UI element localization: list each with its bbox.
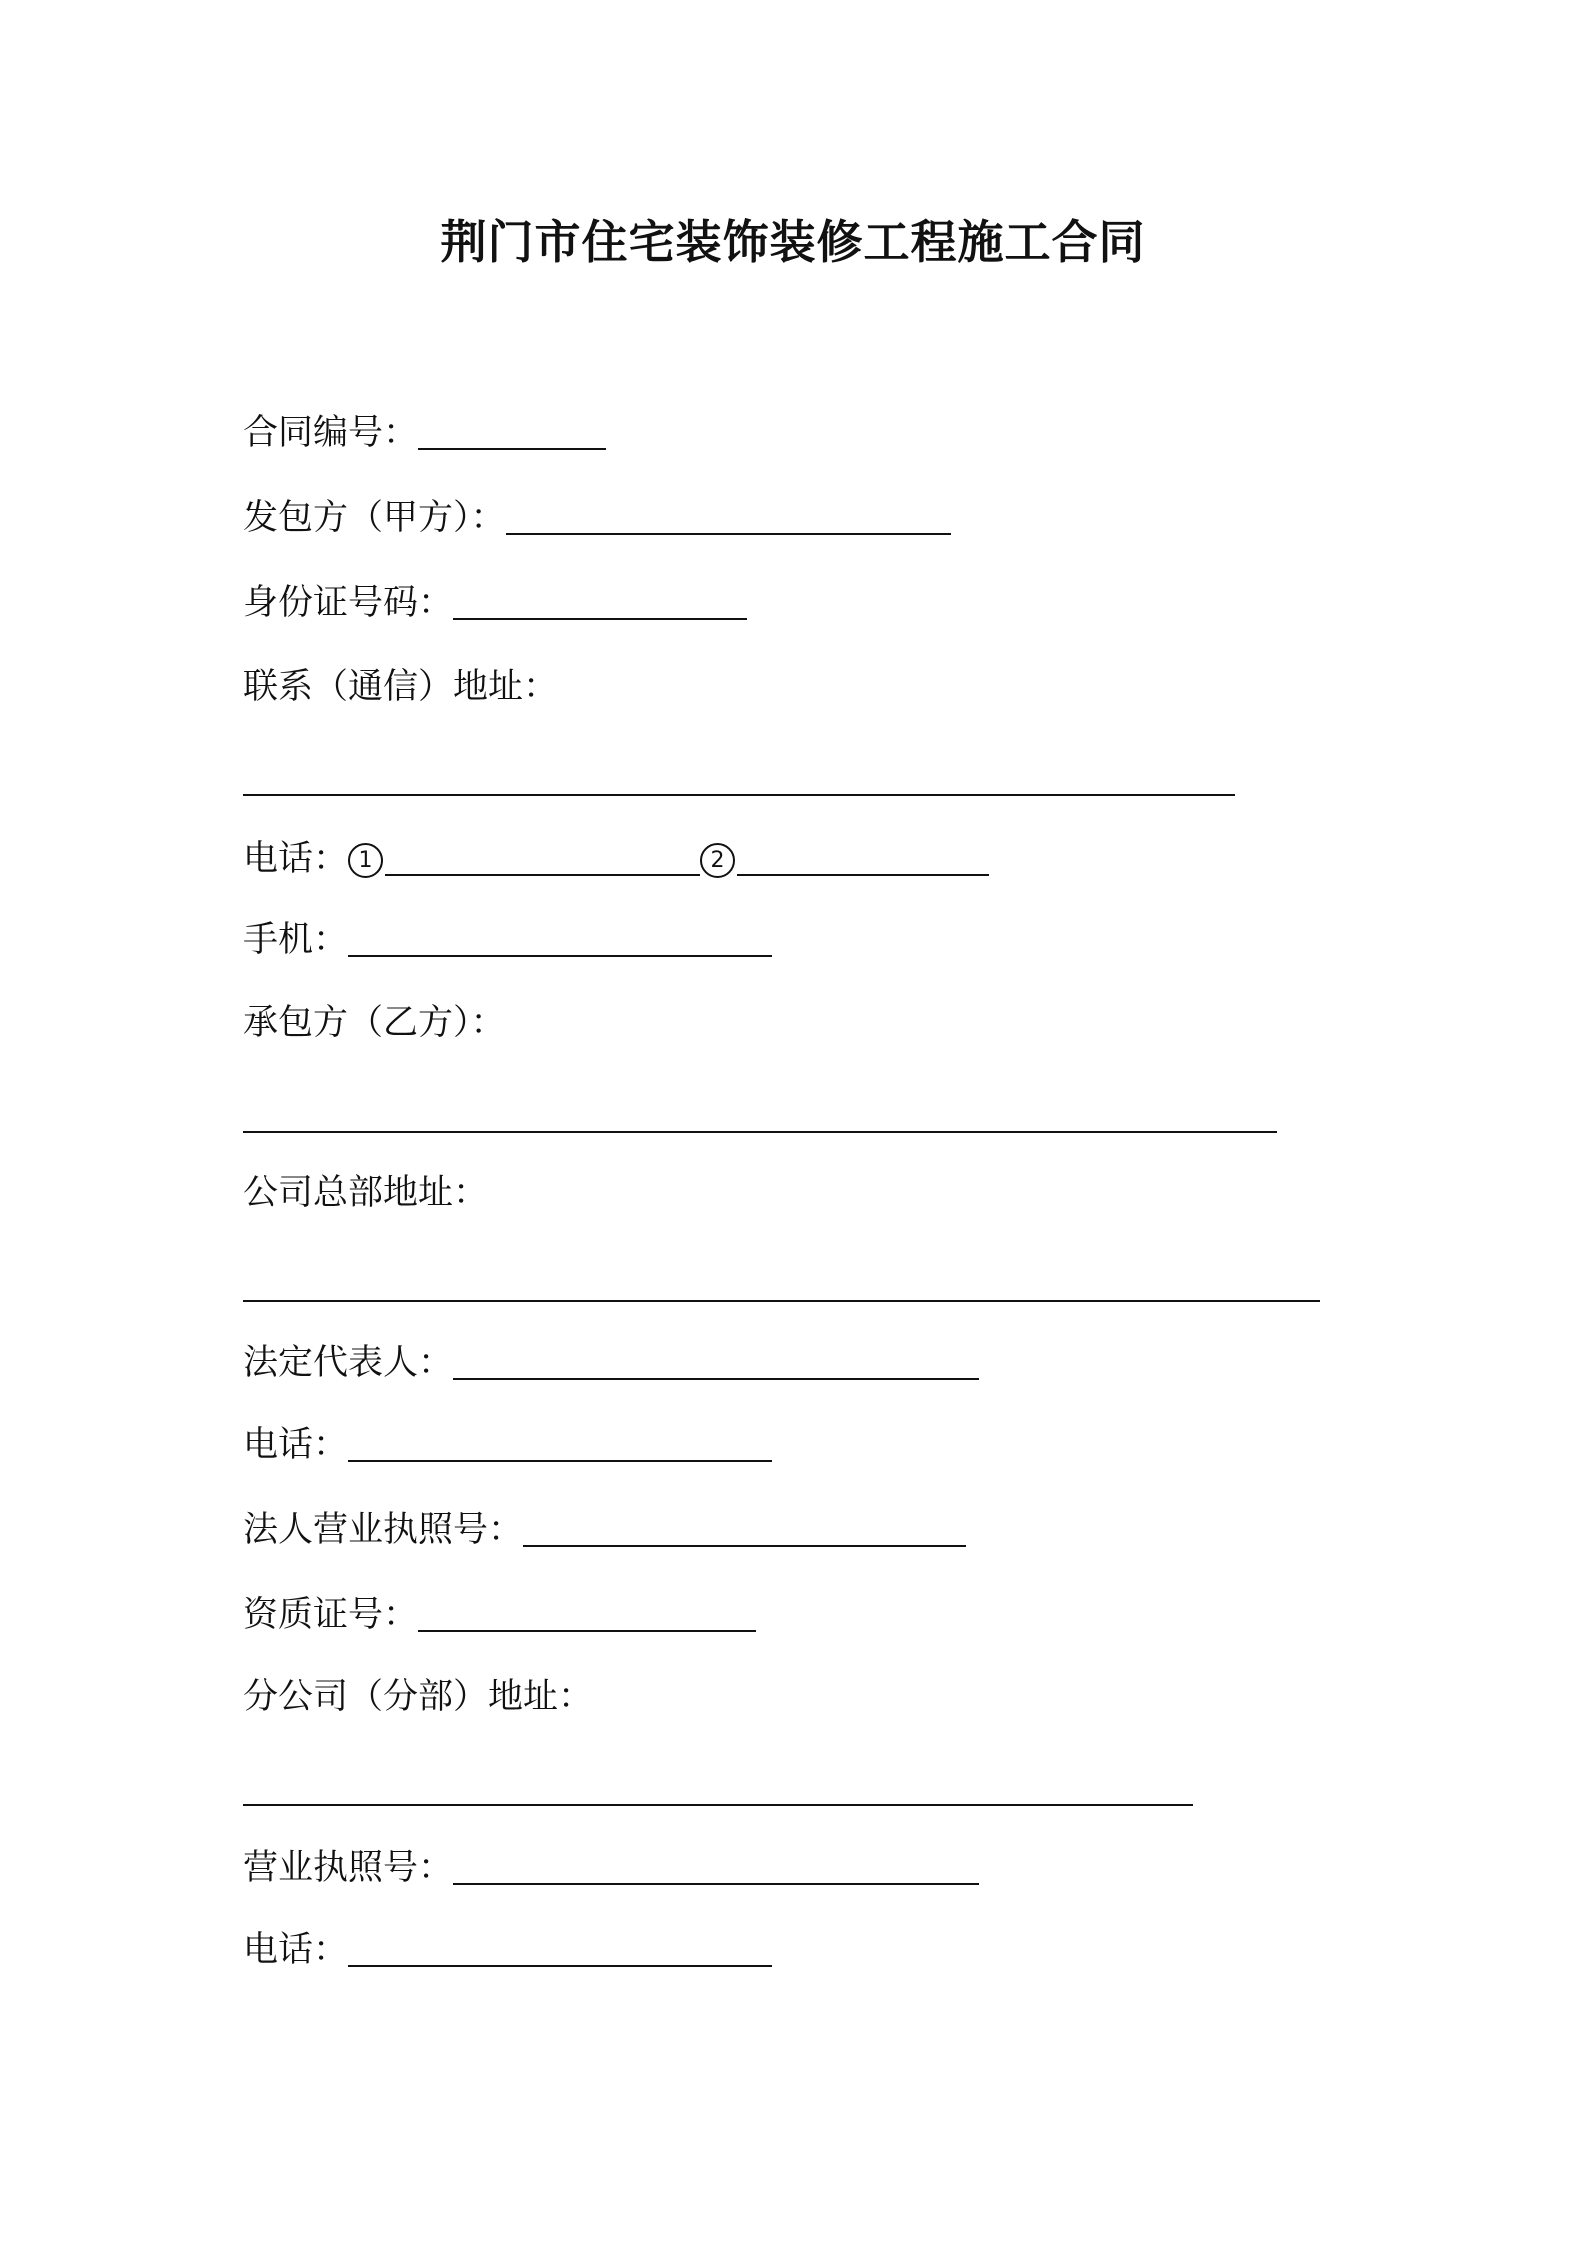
phone-b-row [243, 1420, 772, 1470]
qualification-label: 资质证号： [243, 1595, 419, 1635]
branch-license-row [243, 1843, 979, 1893]
mobile-row [243, 915, 772, 965]
circled-two-icon: 2 [700, 843, 735, 878]
mobile-blank[interactable] [348, 951, 772, 957]
qualification-blank[interactable] [418, 1626, 756, 1632]
phone-a-blank-2[interactable] [737, 870, 989, 876]
qualification-row [243, 1590, 756, 1640]
party-a-label: 发包方（甲方）： [243, 498, 506, 538]
document-title: 荆门市住宅装饰装修工程施工合同 [440, 215, 1146, 269]
branch-license-label: 营业执照号： [243, 1848, 454, 1888]
phone-branch-label: 电话： [243, 1930, 349, 1970]
license-label: 法人营业执照号： [243, 1510, 524, 1550]
hq-address-label: 公司总部地址： [243, 1173, 489, 1213]
id-number-label: 身份证号码： [243, 583, 454, 623]
contract-number-row [243, 408, 606, 458]
legal-rep-row [243, 1338, 979, 1388]
phone-b-blank[interactable] [348, 1456, 772, 1462]
branch-address-label: 分公司（分部）地址： [243, 1677, 594, 1717]
legal-rep-blank[interactable] [453, 1374, 979, 1380]
branch-license-blank[interactable] [453, 1879, 979, 1885]
circled-one-icon: 1 [348, 843, 383, 878]
contact-address-label: 联系（通信）地址： [243, 667, 559, 707]
party-b-row [243, 998, 506, 1048]
branch-address-blank[interactable] [243, 1804, 1193, 1806]
branch-address-row [243, 1672, 593, 1722]
license-blank[interactable] [523, 1541, 966, 1547]
mobile-label: 手机： [243, 920, 349, 960]
phone-a-row [243, 834, 989, 884]
legal-rep-label: 法定代表人： [243, 1343, 454, 1383]
party-b-blank[interactable] [243, 1131, 1277, 1133]
party-b-label: 承包方（乙方）： [243, 1003, 506, 1043]
phone-a-blank-1[interactable] [385, 870, 700, 876]
contact-address-row [243, 662, 558, 712]
phone-branch-row [243, 1925, 772, 1975]
party-a-row [243, 493, 951, 543]
phone-branch-blank[interactable] [348, 1961, 772, 1967]
hq-address-row [243, 1168, 488, 1218]
phone-a-label: 电话： [243, 839, 349, 879]
party-a-blank[interactable] [506, 529, 951, 535]
phone-b-label: 电话： [243, 1425, 349, 1465]
contract-number-blank[interactable] [418, 444, 606, 450]
id-number-row [243, 578, 747, 628]
hq-address-blank[interactable] [243, 1300, 1320, 1302]
license-row [243, 1505, 966, 1555]
id-number-blank[interactable] [453, 614, 747, 620]
contact-address-blank[interactable] [243, 794, 1235, 796]
contract-number-label: 合同编号： [243, 413, 419, 453]
